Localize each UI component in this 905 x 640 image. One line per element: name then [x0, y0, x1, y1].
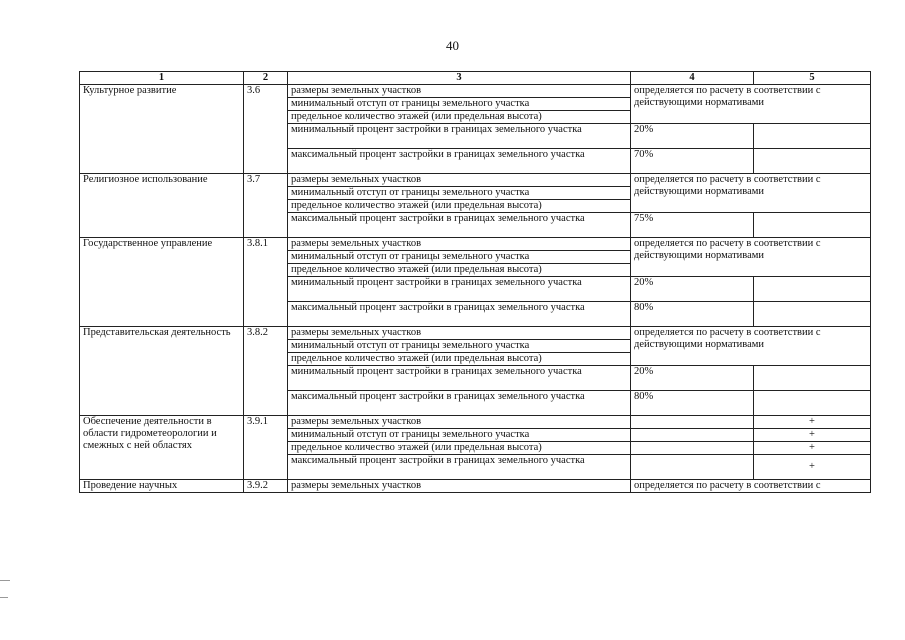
parameter-name: минимальный отступ от границы земельного участка [288, 98, 631, 111]
margin-mark [0, 580, 10, 581]
parameter-name: максимальный процент застройки в границах земельного участка [288, 391, 631, 416]
parameter-value: 80% [631, 391, 754, 416]
land-use-code: 3.8.2 [244, 327, 288, 416]
parameter-value [631, 455, 754, 480]
column-header: 5 [754, 72, 871, 85]
parameter-mark [754, 124, 871, 149]
land-use-code: 3.9.2 [244, 480, 288, 493]
parameter-name: размеры земельных участков [288, 480, 631, 493]
parameter-mark [754, 149, 871, 174]
table-row [80, 327, 871, 340]
land-use-name: Государственное управление [80, 238, 244, 327]
parameter-name: размеры земельных участков [288, 327, 631, 340]
parameter-mark [754, 277, 871, 302]
parameter-name: минимальный процент застройки в границах земельного участка [288, 366, 631, 391]
parameter-name: предельное количество этажей (или предельная высота) [288, 111, 631, 124]
parameter-name: предельное количество этажей (или предельная высота) [288, 353, 631, 366]
page-number: 40 [446, 38, 459, 53]
parameter-mark: + [754, 442, 871, 455]
parameter-name: максимальный процент застройки в границах земельного участка [288, 302, 631, 327]
parameter-mark: + [754, 416, 871, 429]
parameter-name: предельное количество этажей (или предельная высота) [288, 200, 631, 213]
parameter-mark [754, 213, 871, 238]
parameter-name: минимальный процент застройки в границах земельного участка [288, 277, 631, 302]
parameter-value [631, 429, 754, 442]
land-use-name: Обеспечение деятельности в области гидрометеорологии и смежных с ней областях [80, 416, 244, 480]
parameter-name: размеры земельных участков [288, 238, 631, 251]
table-row [80, 85, 871, 98]
parameter-name: минимальный отступ от границы земельного участка [288, 340, 631, 353]
parameter-value: определяется по расчету в соответствии с действующими нормативами [631, 238, 871, 277]
parameter-mark: + [754, 429, 871, 442]
parameter-mark [754, 366, 871, 391]
parameter-name: максимальный процент застройки в границах земельного участка [288, 455, 631, 480]
land-use-name: Культурное развитие [80, 85, 244, 174]
parameter-name: размеры земельных участков [288, 416, 631, 429]
table-row [80, 174, 871, 187]
parameter-name: размеры земельных участков [288, 174, 631, 187]
parameter-value: 80% [631, 302, 754, 327]
table-row [80, 416, 871, 429]
land-use-name: Проведение научных [80, 480, 244, 493]
column-header: 2 [244, 72, 288, 85]
parameter-name: минимальный отступ от границы земельного участка [288, 187, 631, 200]
parameter-name: предельное количество этажей (или предельная высота) [288, 442, 631, 455]
parameter-value: 20% [631, 277, 754, 302]
parameter-value: 20% [631, 124, 754, 149]
parameter-name: размеры земельных участков [288, 85, 631, 98]
parameter-mark [754, 391, 871, 416]
zoning-parameters-table [79, 71, 871, 493]
parameter-value: 75% [631, 213, 754, 238]
parameter-name: предельное количество этажей (или предельная высота) [288, 264, 631, 277]
column-header: 3 [288, 72, 631, 85]
table-row [80, 480, 871, 493]
table-header-row [80, 72, 871, 85]
parameter-name: максимальный процент застройки в границах земельного участка [288, 149, 631, 174]
land-use-name: Религиозное использование [80, 174, 244, 238]
parameter-value: 70% [631, 149, 754, 174]
parameter-name: минимальный отступ от границы земельного участка [288, 251, 631, 264]
parameter-mark: + [754, 455, 871, 480]
parameter-value [631, 416, 754, 429]
parameter-value: определяется по расчету в соответствии с действующими нормативами [631, 174, 871, 213]
parameter-value [631, 442, 754, 455]
land-use-code: 3.6 [244, 85, 288, 174]
land-use-code: 3.8.1 [244, 238, 288, 327]
parameter-value: определяется по расчету в соответствии с действующими нормативами [631, 85, 871, 124]
table-row [80, 238, 871, 251]
land-use-code: 3.9.1 [244, 416, 288, 480]
margin-mark [0, 597, 8, 598]
column-header: 1 [80, 72, 244, 85]
parameter-name: минимальный отступ от границы земельного участка [288, 429, 631, 442]
land-use-name: Представительская деятельность [80, 327, 244, 416]
land-use-code: 3.7 [244, 174, 288, 238]
parameter-name: максимальный процент застройки в границах земельного участка [288, 213, 631, 238]
parameter-value: определяется по расчету в соответствии с действующими нормативами [631, 327, 871, 366]
parameter-value: 20% [631, 366, 754, 391]
parameter-mark [754, 302, 871, 327]
parameter-name: минимальный процент застройки в границах земельного участка [288, 124, 631, 149]
column-header: 4 [631, 72, 754, 85]
parameter-value: определяется по расчету в соответствии с [631, 480, 871, 493]
